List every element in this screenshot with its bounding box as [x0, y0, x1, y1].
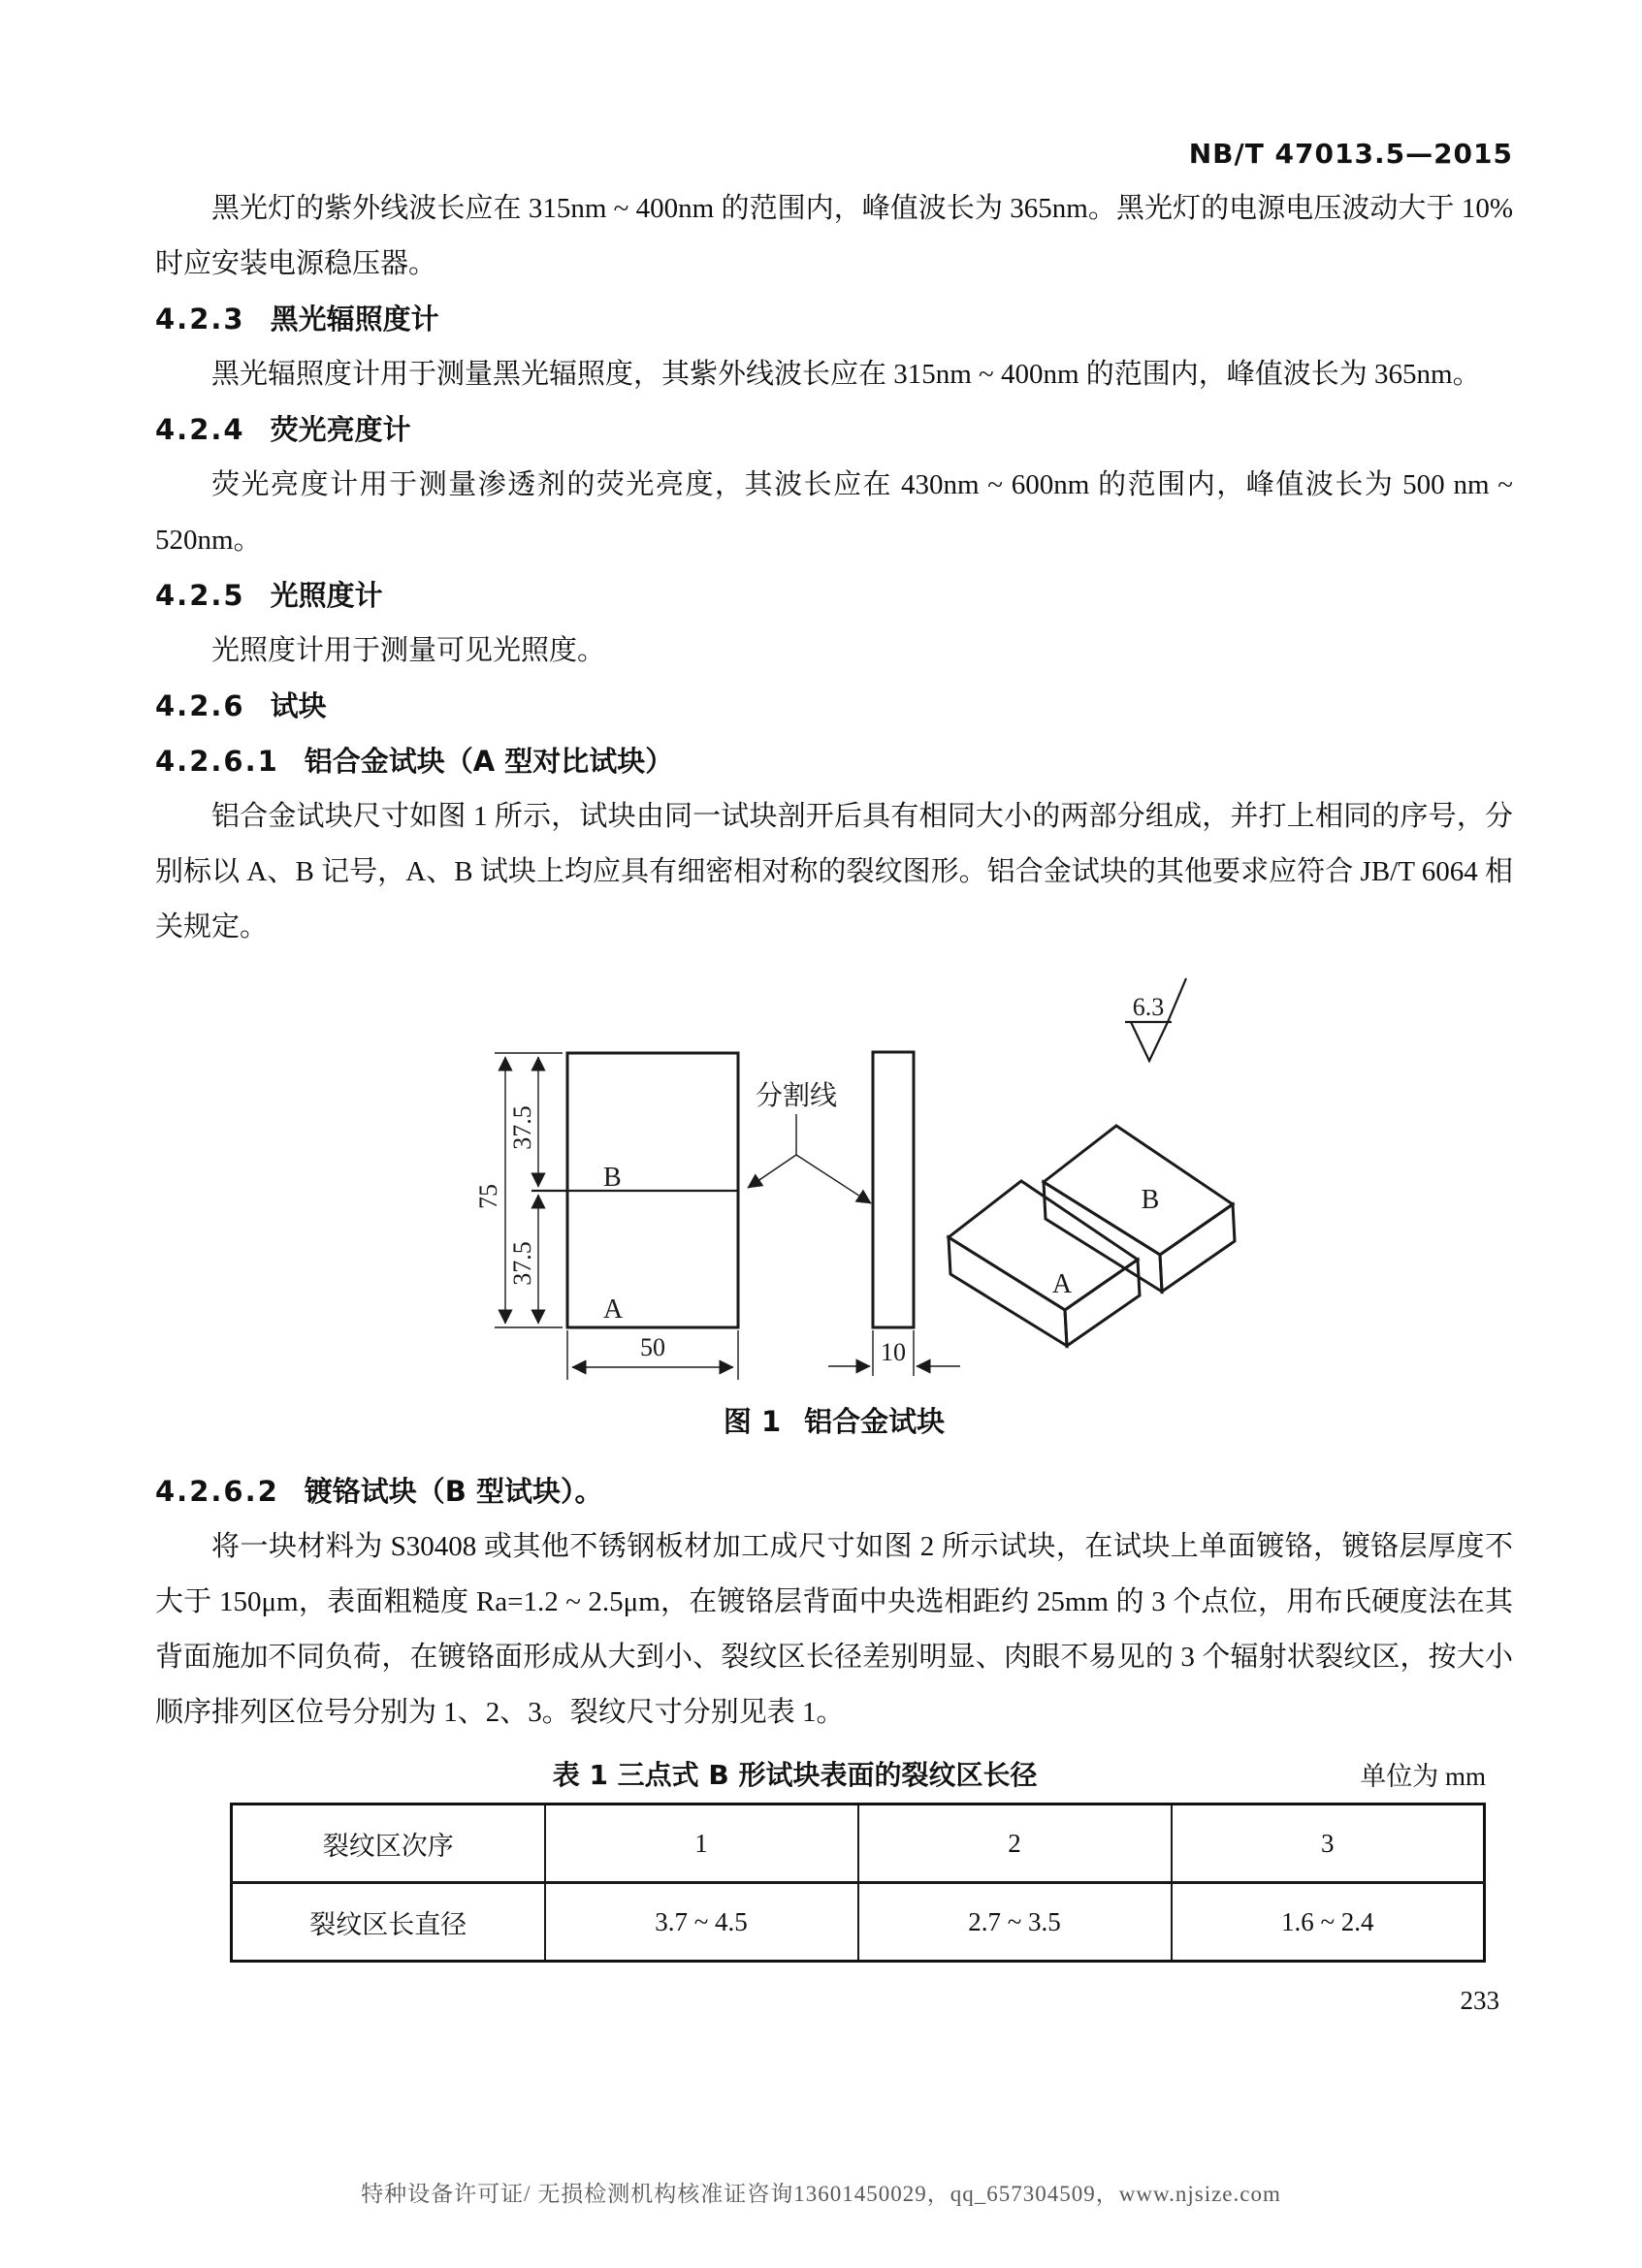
section-title: 黑光辐照度计	[270, 303, 439, 335]
split-line-arrow-right	[796, 1155, 871, 1203]
iso-block-b-label: B	[1141, 1185, 1160, 1215]
iso-block-b-right-face	[1160, 1204, 1235, 1292]
roughness-symbol-leg	[1168, 978, 1186, 1022]
split-line-label: 分割线	[755, 1079, 838, 1111]
split-line-arrow-left	[748, 1155, 796, 1188]
section-heading-4-2-4	[155, 402, 1513, 458]
iso-block-a-left-face	[949, 1237, 1067, 1346]
section-number: 4.2.6.2	[155, 1475, 279, 1508]
page-number: 233	[1460, 1986, 1499, 2015]
dimension-text-75: 75	[474, 1184, 502, 1209]
section-title: 铝合金试块（A 型对比试块）	[304, 745, 674, 778]
roughness-symbol-check	[1131, 1022, 1168, 1061]
section-title: 试块	[270, 689, 327, 722]
table-row-header	[232, 1805, 1485, 1883]
paragraph-fluorescence-meter: 荧光亮度计用于测量渗透剂的荧光亮度，其波长应在 430nm ~ 600nm 的范围内，峰值波长为 500 nm ~ 520nm。	[155, 469, 1513, 556]
table-cell: 3.7 ~ 4.5	[545, 1883, 858, 1962]
section-title: 荧光亮度计	[270, 413, 411, 446]
dimension-text-10: 10	[881, 1338, 906, 1366]
section-heading-4-2-6-2	[155, 1464, 1513, 1519]
table-cell: 3	[1172, 1805, 1485, 1883]
section-number: 4.2.3	[155, 303, 245, 335]
paragraph-aluminium-block: 铝合金试块尺寸如图 1 所示，试块由同一试块剖开后具有相同大小的两部分组成，并打上相同的序号，分别标以 A、B 记号，A、B 试块上均应具有细密相对称的裂纹图形。铝合金试块的其他要求应符合 JB/T 6064 相关规定。	[155, 801, 1513, 942]
section-heading-4-2-5	[155, 568, 1513, 623]
paragraph-blacklight-lamp: 黑光灯的紫外线波长应在 315nm ~ 400nm 的范围内，峰值波长为 365nm。黑光灯的电源电压波动大于 10%时应安装电源稳压器。	[155, 193, 1513, 279]
table-row	[232, 1883, 1485, 1962]
table-cell: 1.6 ~ 2.4	[1172, 1883, 1485, 1962]
section-number: 4.2.4	[155, 413, 245, 446]
paragraph-illuminance-meter: 光照度计用于测量可见光照度。	[211, 635, 606, 666]
front-view-block-b-label: B	[603, 1163, 622, 1193]
section-heading-4-2-6	[155, 679, 1513, 734]
side-view-outline	[873, 1052, 914, 1327]
page-content	[0, 138, 1642, 2016]
table-cell: 裂纹区次序	[232, 1805, 545, 1883]
section-heading-4-2-3	[155, 292, 1513, 347]
figure-1-caption	[155, 1396, 1513, 1447]
figure-1-drawing	[155, 961, 1513, 1392]
table-cell: 2	[858, 1805, 1172, 1883]
table-cell: 2.7 ~ 3.5	[858, 1883, 1172, 1962]
dimension-text-37-5-lower: 37.5	[508, 1241, 536, 1286]
front-view-block-a-label: A	[603, 1294, 624, 1325]
paragraph-chrome-plated-block: 将一块材料为 S30408 或其他不锈钢板材加工成尺寸如图 2 所示试块，在试块上单面镀铬，镀铬层厚度不大于 150μm，表面粗糙度 Ra=1.2 ~ 2.5μm，在镀铬层背面中央选相距约 25mm 的 3 个点位，用布氏硬度法在其背面施加不同负荷，在镀铬面形成从大到小、裂纹区长径差别明显、肉眼不易见的 3 个辐射状裂纹区，按大小顺序排列区位号分别为 1、2、3。裂纹尺寸分别见表 1。	[155, 1531, 1513, 1728]
dimension-text-37-5-upper: 37.5	[508, 1105, 536, 1150]
footer-watermark: 特种设备许可证/ 无损检测机构核准证咨询13601450029，qq_657304509，www.njsize.com	[361, 2182, 1281, 2206]
standard-number: NB/T 47013.5—2015	[1188, 138, 1513, 170]
figure-1-svg	[155, 961, 1513, 1392]
table-1-caption: 表 1 三点式 B 形试块表面的裂纹区长径	[552, 1759, 1038, 1791]
table-1	[230, 1803, 1486, 1963]
table-1-caption-row	[230, 1754, 1486, 1793]
section-number: 4.2.6.1	[155, 745, 279, 778]
iso-block-a-label: A	[1051, 1269, 1073, 1299]
table-1-unit-note: 单位为 mm	[1360, 1762, 1486, 1791]
table-cell: 1	[545, 1805, 858, 1883]
section-heading-4-2-6-1	[155, 734, 1513, 789]
section-title: 镀铬试块（B 型试块）。	[304, 1475, 603, 1508]
dimension-text-50: 50	[640, 1333, 665, 1361]
figure-1-caption-number: 图 1	[723, 1405, 782, 1438]
roughness-value: 6.3	[1132, 993, 1165, 1021]
paragraph-blacklight-radiometer: 黑光辐照度计用于测量黑光辐照度，其紫外线波长应在 315nm ~ 400nm 的范围内，峰值波长为 365nm。	[211, 359, 1481, 390]
iso-block-a-right-face	[1065, 1260, 1140, 1346]
table-cell: 裂纹区长直径	[232, 1883, 545, 1962]
figure-1-caption-title: 铝合金试块	[804, 1405, 946, 1438]
section-number: 4.2.5	[155, 579, 245, 612]
section-number: 4.2.6	[155, 689, 245, 722]
section-title: 光照度计	[270, 579, 383, 612]
